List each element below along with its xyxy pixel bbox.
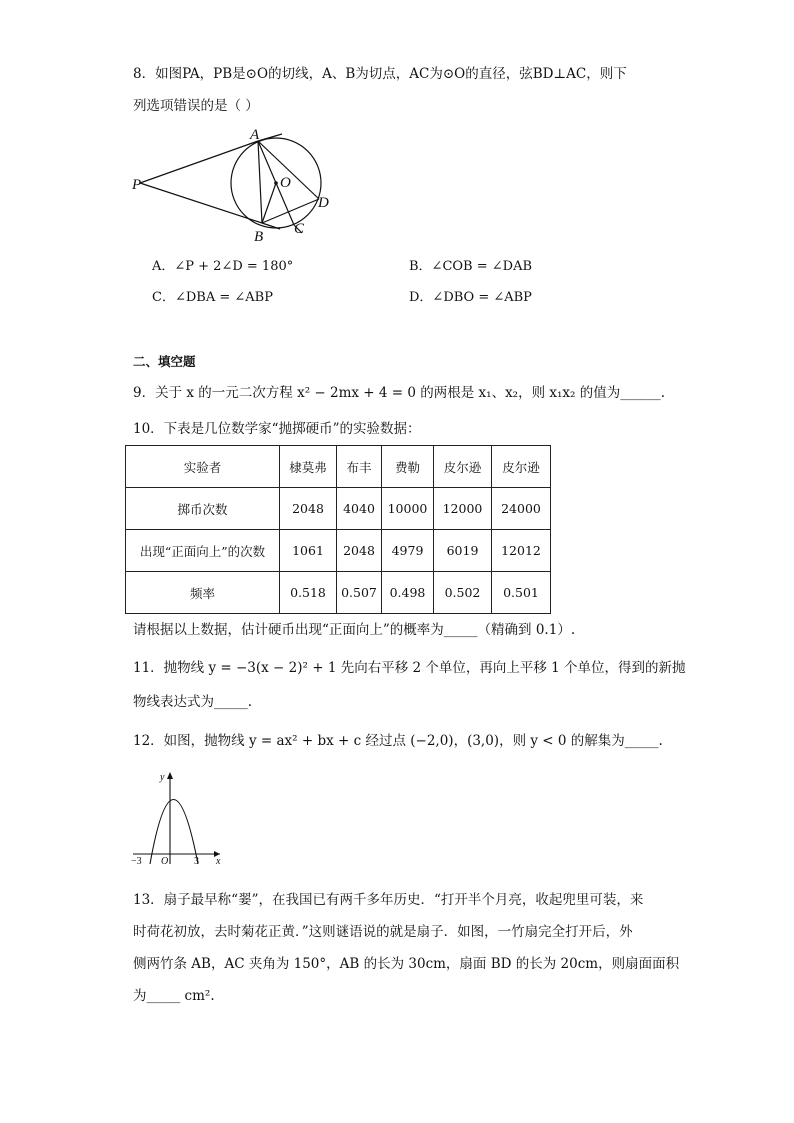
axis-label-y: y — [160, 772, 165, 783]
table-cell: 12000 — [434, 488, 492, 530]
tangent-pa — [140, 141, 258, 183]
q8-line-2: 列选项错误的是（ ） — [133, 98, 259, 114]
q8-line-1: 8．如图PA，PB是⊙O的切线，A、B为切点，AC为⊙O的直径，弦BD⊥AC，则下 — [133, 66, 627, 82]
q9-text: 9．关于 x 的一元二次方程 x² − 2mx + 4 = 0 的两根是 x₁、x₂，则 x₁x₂ 的值为______. — [133, 385, 666, 401]
axis-label-x: x — [216, 856, 221, 867]
table-cell: 频率 — [126, 572, 280, 614]
table-header-cell: 皮尔逊 — [434, 446, 492, 488]
y-axis-arrow — [167, 772, 173, 779]
section-title: 二、填空题 — [133, 354, 196, 369]
label-p: P — [132, 177, 142, 193]
table-cell: 1061 — [280, 530, 337, 572]
table-header-cell: 布丰 — [337, 446, 382, 488]
label-b: B — [254, 229, 264, 245]
q8-circle-tangent-figure — [130, 125, 340, 245]
table-cell: 0.507 — [337, 572, 382, 614]
table-cell: 24000 — [492, 488, 551, 530]
table-cell: 6019 — [434, 530, 492, 572]
table-cell: 掷币次数 — [126, 488, 280, 530]
q8-option-d: D．∠DBO = ∠ABP — [409, 290, 532, 305]
table-header-cell: 实验者 — [126, 446, 280, 488]
table-header-row — [126, 446, 551, 488]
label-o: O — [280, 175, 291, 191]
q13-line-3: 侧两竹条 AB，AC 夹角为 150°，AB 的长为 30cm，扇面 BD 的长为 20cm，则扇面面积 — [133, 956, 680, 972]
q13-line-2: 时荷花初放，去时菊花正黄．”这则谜语说的就是扇子．如图，一竹扇完全打开后，外 — [133, 924, 633, 940]
chord-ab — [258, 141, 262, 223]
q13-line-1: 13．扇子最早称“翣”，在我国已有两千多年历史．“打开半个月亮，收起兜里可装，来 — [133, 892, 644, 908]
q11-line-2: 物线表达式为_____. — [133, 694, 253, 710]
tick-label-3: 3 — [194, 856, 199, 867]
tangent-pb — [140, 183, 262, 223]
table-row — [126, 488, 551, 530]
table-cell: 2048 — [337, 530, 382, 572]
q10-question: 请根据以上数据，估计硬币出现“正面向上”的概率为_____（精确到 0.1）. — [133, 622, 576, 638]
table-cell: 0.502 — [434, 572, 492, 614]
q12-parabola-figure — [130, 768, 230, 868]
q8-option-c: C．∠DBA = ∠ABP — [152, 290, 273, 305]
segment-bo — [262, 183, 276, 223]
q10-intro: 10．下表是几位数学家“抛掷硬币”的实验数据： — [133, 421, 421, 437]
q11-line-1: 11．抛物线 y = −3(x − 2)² + 1 先向右平移 2 个单位，再向上平移 1 个单位，得到的新抛 — [133, 660, 686, 676]
table-cell: 0.518 — [280, 572, 337, 614]
q12-line-1: 12．如图，抛物线 y = ax² + bx + c 经过点 (−2,0)，(3,0)，则 y < 0 的解集为_____. — [133, 733, 663, 749]
table-header-cell: 皮尔逊 — [492, 446, 551, 488]
tick-label-neg3: −3 — [131, 856, 142, 867]
table-row — [126, 572, 551, 614]
label-a: A — [250, 127, 260, 143]
q8-option-b: B．∠COB = ∠DAB — [409, 259, 533, 274]
table-cell: 0.498 — [382, 572, 434, 614]
origin-label: O — [161, 856, 169, 867]
table-header-cell: 棣莫弗 — [280, 446, 337, 488]
center-dot — [274, 181, 278, 185]
table-header-cell: 费勒 — [382, 446, 434, 488]
table-cell: 4040 — [337, 488, 382, 530]
label-c: C — [294, 221, 305, 237]
table-cell: 出现“正面向上”的次数 — [126, 530, 280, 572]
q13-line-4: 为_____ cm². — [133, 988, 215, 1004]
chord-bd — [262, 199, 319, 223]
label-d: D — [318, 195, 329, 211]
coin-toss-table — [125, 445, 551, 614]
table-cell: 4979 — [382, 530, 434, 572]
table-cell: 10000 — [382, 488, 434, 530]
table-cell: 2048 — [280, 488, 337, 530]
table-cell: 0.501 — [492, 572, 551, 614]
q8-option-a: A．∠P + 2∠D = 180° — [152, 259, 294, 274]
table-cell: 12012 — [492, 530, 551, 572]
table-row — [126, 530, 551, 572]
